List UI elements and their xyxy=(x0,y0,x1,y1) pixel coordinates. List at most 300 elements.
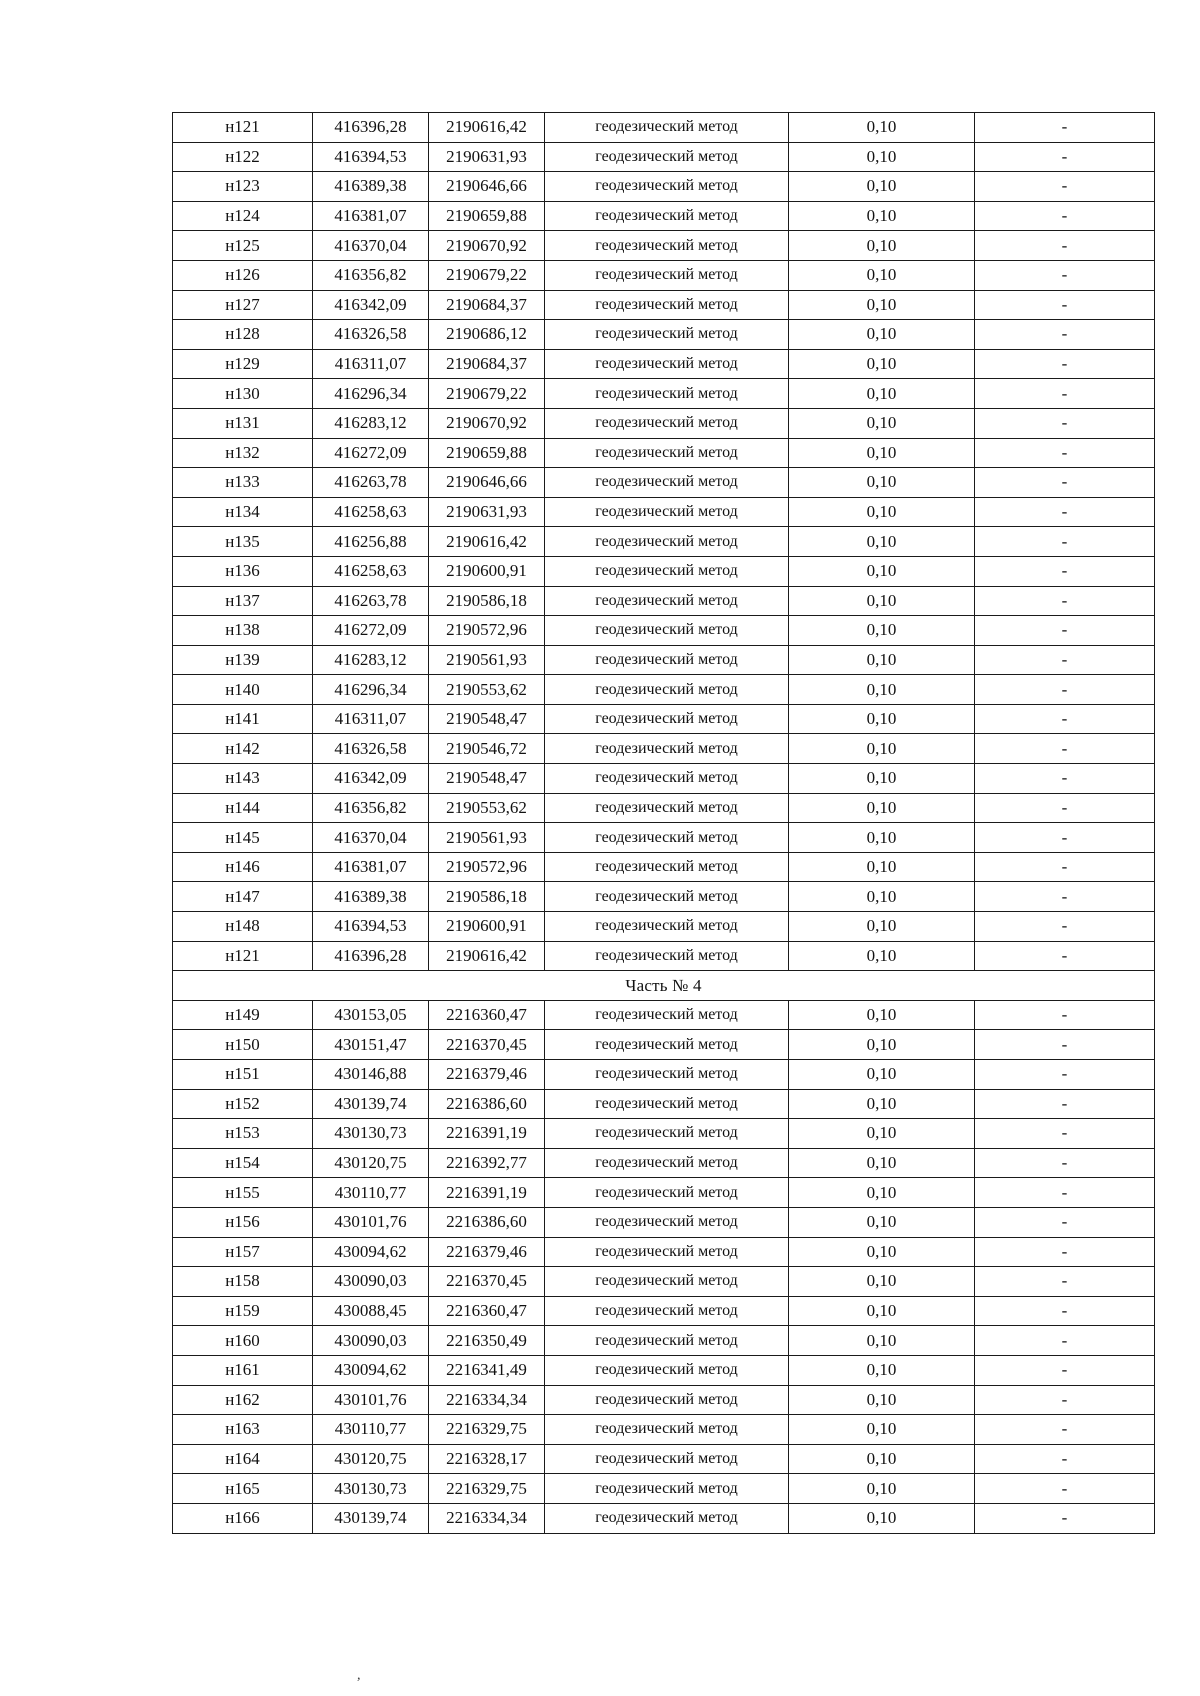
note-cell: - xyxy=(975,1355,1155,1385)
table-row xyxy=(173,260,1155,290)
method-cell: геодезический метод xyxy=(545,941,789,971)
x-coordinate-cell: 416283,12 xyxy=(313,645,429,675)
note-cell: - xyxy=(975,1444,1155,1474)
method-cell: геодезический метод xyxy=(545,379,789,409)
method-cell: геодезический метод xyxy=(545,1296,789,1326)
accuracy-cell: 0,10 xyxy=(789,882,975,912)
note-cell: - xyxy=(975,379,1155,409)
y-coordinate-cell: 2216386,60 xyxy=(429,1089,545,1119)
y-coordinate-cell: 2216379,46 xyxy=(429,1237,545,1267)
note-cell: - xyxy=(975,882,1155,912)
y-coordinate-cell: 2190631,93 xyxy=(429,497,545,527)
table-row xyxy=(173,704,1155,734)
accuracy-cell: 0,10 xyxy=(789,408,975,438)
point-number-cell: н145 xyxy=(173,823,313,853)
table-row xyxy=(173,1503,1155,1533)
note-cell: - xyxy=(975,1089,1155,1119)
point-number-cell: н153 xyxy=(173,1119,313,1149)
method-cell: геодезический метод xyxy=(545,201,789,231)
accuracy-cell: 0,10 xyxy=(789,201,975,231)
table-row xyxy=(173,941,1155,971)
point-number-cell: н161 xyxy=(173,1355,313,1385)
method-cell: геодезический метод xyxy=(545,172,789,202)
note-cell: - xyxy=(975,1385,1155,1415)
table-row xyxy=(173,1385,1155,1415)
point-number-cell: н123 xyxy=(173,172,313,202)
x-coordinate-cell: 416326,58 xyxy=(313,734,429,764)
accuracy-cell: 0,10 xyxy=(789,675,975,705)
y-coordinate-cell: 2216334,34 xyxy=(429,1385,545,1415)
accuracy-cell: 0,10 xyxy=(789,1415,975,1445)
accuracy-cell: 0,10 xyxy=(789,1178,975,1208)
method-cell: геодезический метод xyxy=(545,823,789,853)
accuracy-cell: 0,10 xyxy=(789,172,975,202)
table-row xyxy=(173,1474,1155,1504)
point-number-cell: н128 xyxy=(173,320,313,350)
y-coordinate-cell: 2216379,46 xyxy=(429,1060,545,1090)
table-row xyxy=(173,616,1155,646)
note-cell: - xyxy=(975,438,1155,468)
method-cell: геодезический метод xyxy=(545,113,789,143)
point-number-cell: н150 xyxy=(173,1030,313,1060)
y-coordinate-cell: 2190616,42 xyxy=(429,527,545,557)
point-number-cell: н151 xyxy=(173,1060,313,1090)
y-coordinate-cell: 2190684,37 xyxy=(429,290,545,320)
note-cell: - xyxy=(975,142,1155,172)
method-cell: геодезический метод xyxy=(545,1267,789,1297)
note-cell: - xyxy=(975,260,1155,290)
x-coordinate-cell: 430090,03 xyxy=(313,1267,429,1297)
coordinates-table xyxy=(172,112,1155,1534)
table-row xyxy=(173,172,1155,202)
note-cell: - xyxy=(975,290,1155,320)
accuracy-cell: 0,10 xyxy=(789,468,975,498)
accuracy-cell: 0,10 xyxy=(789,379,975,409)
note-cell: - xyxy=(975,1030,1155,1060)
method-cell: геодезический метод xyxy=(545,1237,789,1267)
accuracy-cell: 0,10 xyxy=(789,231,975,261)
point-number-cell: н126 xyxy=(173,260,313,290)
method-cell: геодезический метод xyxy=(545,1355,789,1385)
x-coordinate-cell: 416283,12 xyxy=(313,408,429,438)
note-cell: - xyxy=(975,1148,1155,1178)
table-row xyxy=(173,1000,1155,1030)
point-number-cell: н158 xyxy=(173,1267,313,1297)
y-coordinate-cell: 2190616,42 xyxy=(429,941,545,971)
x-coordinate-cell: 416389,38 xyxy=(313,172,429,202)
point-number-cell: н166 xyxy=(173,1503,313,1533)
x-coordinate-cell: 430153,05 xyxy=(313,1000,429,1030)
method-cell: геодезический метод xyxy=(545,852,789,882)
note-cell: - xyxy=(975,704,1155,734)
y-coordinate-cell: 2190646,66 xyxy=(429,172,545,202)
accuracy-cell: 0,10 xyxy=(789,1355,975,1385)
x-coordinate-cell: 416342,09 xyxy=(313,764,429,794)
x-coordinate-cell: 430130,73 xyxy=(313,1474,429,1504)
method-cell: геодезический метод xyxy=(545,231,789,261)
point-number-cell: н127 xyxy=(173,290,313,320)
y-coordinate-cell: 2216391,19 xyxy=(429,1178,545,1208)
method-cell: геодезический метод xyxy=(545,260,789,290)
method-cell: геодезический метод xyxy=(545,1089,789,1119)
note-cell: - xyxy=(975,941,1155,971)
x-coordinate-cell: 416296,34 xyxy=(313,675,429,705)
x-coordinate-cell: 416342,09 xyxy=(313,290,429,320)
x-coordinate-cell: 416258,63 xyxy=(313,497,429,527)
table-row xyxy=(173,1415,1155,1445)
method-cell: геодезический метод xyxy=(545,1444,789,1474)
point-number-cell: н149 xyxy=(173,1000,313,1030)
table-row xyxy=(173,675,1155,705)
accuracy-cell: 0,10 xyxy=(789,438,975,468)
point-number-cell: н139 xyxy=(173,645,313,675)
x-coordinate-cell: 430094,62 xyxy=(313,1355,429,1385)
y-coordinate-cell: 2216391,19 xyxy=(429,1119,545,1149)
table-row xyxy=(173,1355,1155,1385)
x-coordinate-cell: 430094,62 xyxy=(313,1237,429,1267)
table-row xyxy=(173,1060,1155,1090)
accuracy-cell: 0,10 xyxy=(789,1326,975,1356)
accuracy-cell: 0,10 xyxy=(789,1267,975,1297)
x-coordinate-cell: 416381,07 xyxy=(313,201,429,231)
point-number-cell: н121 xyxy=(173,941,313,971)
accuracy-cell: 0,10 xyxy=(789,113,975,143)
accuracy-cell: 0,10 xyxy=(789,645,975,675)
table-row xyxy=(173,290,1155,320)
method-cell: геодезический метод xyxy=(545,1474,789,1504)
point-number-cell: н143 xyxy=(173,764,313,794)
note-cell: - xyxy=(975,527,1155,557)
point-number-cell: н125 xyxy=(173,231,313,261)
accuracy-cell: 0,10 xyxy=(789,616,975,646)
y-coordinate-cell: 2190679,22 xyxy=(429,379,545,409)
point-number-cell: н121 xyxy=(173,113,313,143)
point-number-cell: н135 xyxy=(173,527,313,557)
x-coordinate-cell: 416296,34 xyxy=(313,379,429,409)
accuracy-cell: 0,10 xyxy=(789,1474,975,1504)
point-number-cell: н124 xyxy=(173,201,313,231)
y-coordinate-cell: 2216370,45 xyxy=(429,1267,545,1297)
point-number-cell: н157 xyxy=(173,1237,313,1267)
table-row xyxy=(173,912,1155,942)
point-number-cell: н142 xyxy=(173,734,313,764)
x-coordinate-cell: 430101,76 xyxy=(313,1207,429,1237)
method-cell: геодезический метод xyxy=(545,704,789,734)
method-cell: геодезический метод xyxy=(545,675,789,705)
note-cell: - xyxy=(975,734,1155,764)
table-row xyxy=(173,113,1155,143)
y-coordinate-cell: 2190631,93 xyxy=(429,142,545,172)
method-cell: геодезический метод xyxy=(545,616,789,646)
y-coordinate-cell: 2216328,17 xyxy=(429,1444,545,1474)
accuracy-cell: 0,10 xyxy=(789,912,975,942)
accuracy-cell: 0,10 xyxy=(789,1119,975,1149)
accuracy-cell: 0,10 xyxy=(789,527,975,557)
y-coordinate-cell: 2190659,88 xyxy=(429,201,545,231)
method-cell: геодезический метод xyxy=(545,764,789,794)
y-coordinate-cell: 2190616,42 xyxy=(429,113,545,143)
x-coordinate-cell: 416272,09 xyxy=(313,616,429,646)
table-row xyxy=(173,1178,1155,1208)
accuracy-cell: 0,10 xyxy=(789,823,975,853)
y-coordinate-cell: 2190553,62 xyxy=(429,675,545,705)
y-coordinate-cell: 2190646,66 xyxy=(429,468,545,498)
table-row xyxy=(173,349,1155,379)
note-cell: - xyxy=(975,912,1155,942)
point-number-cell: н138 xyxy=(173,616,313,646)
method-cell: геодезический метод xyxy=(545,586,789,616)
x-coordinate-cell: 416272,09 xyxy=(313,438,429,468)
y-coordinate-cell: 2216386,60 xyxy=(429,1207,545,1237)
y-coordinate-cell: 2190548,47 xyxy=(429,704,545,734)
y-coordinate-cell: 2190670,92 xyxy=(429,231,545,261)
x-coordinate-cell: 430110,77 xyxy=(313,1415,429,1445)
table-row xyxy=(173,823,1155,853)
y-coordinate-cell: 2190659,88 xyxy=(429,438,545,468)
method-cell: геодезический метод xyxy=(545,912,789,942)
point-number-cell: н165 xyxy=(173,1474,313,1504)
y-coordinate-cell: 2216392,77 xyxy=(429,1148,545,1178)
y-coordinate-cell: 2190561,93 xyxy=(429,645,545,675)
accuracy-cell: 0,10 xyxy=(789,1503,975,1533)
accuracy-cell: 0,10 xyxy=(789,941,975,971)
x-coordinate-cell: 416256,88 xyxy=(313,527,429,557)
y-coordinate-cell: 2190600,91 xyxy=(429,556,545,586)
accuracy-cell: 0,10 xyxy=(789,349,975,379)
point-number-cell: н132 xyxy=(173,438,313,468)
accuracy-cell: 0,10 xyxy=(789,320,975,350)
note-cell: - xyxy=(975,497,1155,527)
accuracy-cell: 0,10 xyxy=(789,1444,975,1474)
y-coordinate-cell: 2190586,18 xyxy=(429,586,545,616)
x-coordinate-cell: 416394,53 xyxy=(313,912,429,942)
note-cell: - xyxy=(975,1267,1155,1297)
x-coordinate-cell: 430110,77 xyxy=(313,1178,429,1208)
method-cell: геодезический метод xyxy=(545,793,789,823)
table-row xyxy=(173,793,1155,823)
method-cell: геодезический метод xyxy=(545,882,789,912)
point-number-cell: н164 xyxy=(173,1444,313,1474)
x-coordinate-cell: 430139,74 xyxy=(313,1089,429,1119)
accuracy-cell: 0,10 xyxy=(789,1060,975,1090)
y-coordinate-cell: 2216370,45 xyxy=(429,1030,545,1060)
note-cell: - xyxy=(975,408,1155,438)
point-number-cell: н130 xyxy=(173,379,313,409)
y-coordinate-cell: 2190670,92 xyxy=(429,408,545,438)
accuracy-cell: 0,10 xyxy=(789,556,975,586)
y-coordinate-cell: 2216360,47 xyxy=(429,1000,545,1030)
y-coordinate-cell: 2190546,72 xyxy=(429,734,545,764)
method-cell: геодезический метод xyxy=(545,408,789,438)
x-coordinate-cell: 416356,82 xyxy=(313,793,429,823)
y-coordinate-cell: 2190548,47 xyxy=(429,764,545,794)
note-cell: - xyxy=(975,349,1155,379)
method-cell: геодезический метод xyxy=(545,320,789,350)
note-cell: - xyxy=(975,1178,1155,1208)
table-row xyxy=(173,320,1155,350)
y-coordinate-cell: 2216329,75 xyxy=(429,1474,545,1504)
x-coordinate-cell: 416381,07 xyxy=(313,852,429,882)
note-cell: - xyxy=(975,1207,1155,1237)
note-cell: - xyxy=(975,1060,1155,1090)
x-coordinate-cell: 416356,82 xyxy=(313,260,429,290)
note-cell: - xyxy=(975,231,1155,261)
accuracy-cell: 0,10 xyxy=(789,1385,975,1415)
point-number-cell: н147 xyxy=(173,882,313,912)
x-coordinate-cell: 430101,76 xyxy=(313,1385,429,1415)
x-coordinate-cell: 416396,28 xyxy=(313,113,429,143)
accuracy-cell: 0,10 xyxy=(789,1089,975,1119)
table-row xyxy=(173,1207,1155,1237)
accuracy-cell: 0,10 xyxy=(789,1296,975,1326)
method-cell: геодезический метод xyxy=(545,1385,789,1415)
y-coordinate-cell: 2190553,62 xyxy=(429,793,545,823)
table-row xyxy=(173,1148,1155,1178)
table-row xyxy=(173,438,1155,468)
table-row xyxy=(173,764,1155,794)
accuracy-cell: 0,10 xyxy=(789,497,975,527)
note-cell: - xyxy=(975,852,1155,882)
note-cell: - xyxy=(975,1237,1155,1267)
note-cell: - xyxy=(975,1326,1155,1356)
y-coordinate-cell: 2216341,49 xyxy=(429,1355,545,1385)
point-number-cell: н140 xyxy=(173,675,313,705)
table-row xyxy=(173,379,1155,409)
accuracy-cell: 0,10 xyxy=(789,586,975,616)
table-row xyxy=(173,408,1155,438)
note-cell: - xyxy=(975,1503,1155,1533)
point-number-cell: н129 xyxy=(173,349,313,379)
method-cell: геодезический метод xyxy=(545,497,789,527)
table-row xyxy=(173,468,1155,498)
x-coordinate-cell: 430120,75 xyxy=(313,1148,429,1178)
accuracy-cell: 0,10 xyxy=(789,142,975,172)
x-coordinate-cell: 430088,45 xyxy=(313,1296,429,1326)
point-number-cell: н156 xyxy=(173,1207,313,1237)
method-cell: геодезический метод xyxy=(545,1326,789,1356)
table-row xyxy=(173,1267,1155,1297)
x-coordinate-cell: 416311,07 xyxy=(313,704,429,734)
note-cell: - xyxy=(975,586,1155,616)
y-coordinate-cell: 2190561,93 xyxy=(429,823,545,853)
point-number-cell: н162 xyxy=(173,1385,313,1415)
method-cell: геодезический метод xyxy=(545,1415,789,1445)
table-row xyxy=(173,231,1155,261)
table-row xyxy=(173,527,1155,557)
table-row xyxy=(173,1237,1155,1267)
note-cell: - xyxy=(975,556,1155,586)
table-row xyxy=(173,142,1155,172)
point-number-cell: н148 xyxy=(173,912,313,942)
point-number-cell: н136 xyxy=(173,556,313,586)
x-coordinate-cell: 416263,78 xyxy=(313,468,429,498)
x-coordinate-cell: 416394,53 xyxy=(313,142,429,172)
point-number-cell: н133 xyxy=(173,468,313,498)
note-cell: - xyxy=(975,793,1155,823)
method-cell: геодезический метод xyxy=(545,1148,789,1178)
method-cell: геодезический метод xyxy=(545,468,789,498)
note-cell: - xyxy=(975,201,1155,231)
note-cell: - xyxy=(975,113,1155,143)
method-cell: геодезический метод xyxy=(545,438,789,468)
table-row xyxy=(173,497,1155,527)
table-row xyxy=(173,556,1155,586)
section-title: Часть № 4 xyxy=(173,971,1155,1001)
y-coordinate-cell: 2190684,37 xyxy=(429,349,545,379)
y-coordinate-cell: 2216329,75 xyxy=(429,1415,545,1445)
point-number-cell: н155 xyxy=(173,1178,313,1208)
method-cell: геодезический метод xyxy=(545,1060,789,1090)
accuracy-cell: 0,10 xyxy=(789,704,975,734)
table-row xyxy=(173,734,1155,764)
note-cell: - xyxy=(975,172,1155,202)
note-cell: - xyxy=(975,1119,1155,1149)
point-number-cell: н134 xyxy=(173,497,313,527)
table-row xyxy=(173,586,1155,616)
point-number-cell: н160 xyxy=(173,1326,313,1356)
accuracy-cell: 0,10 xyxy=(789,1000,975,1030)
accuracy-cell: 0,10 xyxy=(789,1207,975,1237)
note-cell: - xyxy=(975,1474,1155,1504)
x-coordinate-cell: 416263,78 xyxy=(313,586,429,616)
note-cell: - xyxy=(975,468,1155,498)
y-coordinate-cell: 2190572,96 xyxy=(429,852,545,882)
table-row xyxy=(173,201,1155,231)
table-row xyxy=(173,1030,1155,1060)
x-coordinate-cell: 430120,75 xyxy=(313,1444,429,1474)
method-cell: геодезический метод xyxy=(545,1207,789,1237)
method-cell: геодезический метод xyxy=(545,1030,789,1060)
table-row xyxy=(173,1296,1155,1326)
method-cell: геодезический метод xyxy=(545,556,789,586)
table-row xyxy=(173,1444,1155,1474)
note-cell: - xyxy=(975,1415,1155,1445)
method-cell: геодезический метод xyxy=(545,1000,789,1030)
x-coordinate-cell: 430090,03 xyxy=(313,1326,429,1356)
note-cell: - xyxy=(975,823,1155,853)
method-cell: геодезический метод xyxy=(545,645,789,675)
page-mark: , xyxy=(357,1668,361,1683)
y-coordinate-cell: 2190586,18 xyxy=(429,882,545,912)
note-cell: - xyxy=(975,645,1155,675)
x-coordinate-cell: 416258,63 xyxy=(313,556,429,586)
method-cell: геодезический метод xyxy=(545,1178,789,1208)
method-cell: геодезический метод xyxy=(545,349,789,379)
note-cell: - xyxy=(975,1000,1155,1030)
x-coordinate-cell: 416311,07 xyxy=(313,349,429,379)
y-coordinate-cell: 2216350,49 xyxy=(429,1326,545,1356)
point-number-cell: н141 xyxy=(173,704,313,734)
y-coordinate-cell: 2190572,96 xyxy=(429,616,545,646)
table-row xyxy=(173,882,1155,912)
method-cell: геодезический метод xyxy=(545,290,789,320)
point-number-cell: н163 xyxy=(173,1415,313,1445)
point-number-cell: н159 xyxy=(173,1296,313,1326)
y-coordinate-cell: 2190679,22 xyxy=(429,260,545,290)
y-coordinate-cell: 2190600,91 xyxy=(429,912,545,942)
method-cell: геодезический метод xyxy=(545,1119,789,1149)
method-cell: геодезический метод xyxy=(545,734,789,764)
note-cell: - xyxy=(975,616,1155,646)
x-coordinate-cell: 416389,38 xyxy=(313,882,429,912)
point-number-cell: н146 xyxy=(173,852,313,882)
x-coordinate-cell: 416370,04 xyxy=(313,231,429,261)
section-row xyxy=(173,971,1155,1001)
point-number-cell: н131 xyxy=(173,408,313,438)
accuracy-cell: 0,10 xyxy=(789,764,975,794)
x-coordinate-cell: 430139,74 xyxy=(313,1503,429,1533)
note-cell: - xyxy=(975,320,1155,350)
